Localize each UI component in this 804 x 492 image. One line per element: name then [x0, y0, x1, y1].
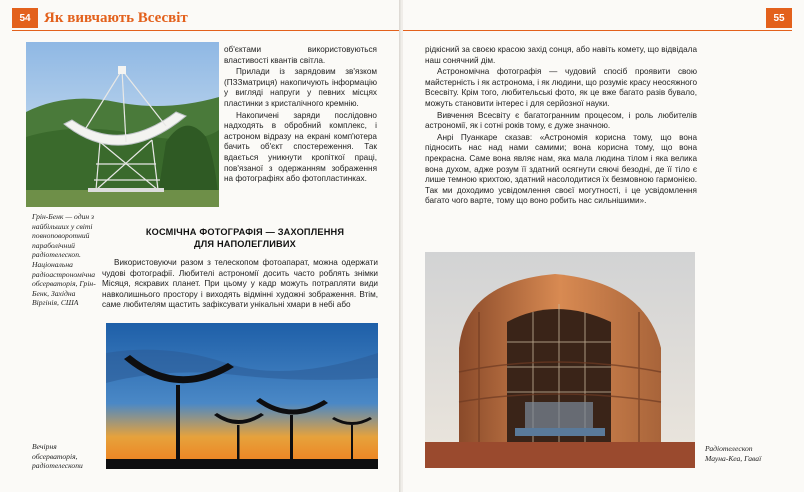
header-rule [12, 30, 401, 31]
paragraph: об'єктами використовуються властивості квантів світла. [224, 45, 377, 65]
page-number-left: 54 [12, 8, 38, 28]
evening-observatory-caption: Вечірня обсерваторія, радіотелескопи [32, 442, 83, 471]
left-top-text [224, 45, 377, 185]
paragraph: Вивчення Всесвіту є багатогранним процесом, і роль любителів астрономії, як і сотні років тому, є дуже значною. [425, 110, 697, 131]
paragraph: Анрі Пуанкаре сказав: «Астрономія корисна тому, що вона підносить нас над нами самими; вона корисна тому, що вона прекрасна. Саме вона являє нам, яка мала людина тілом і яка велика вона духом, адже розум її здатний осягнути сяючі безодні, де її тіло є лише темною крихтою, здатний насолодитися їх безмовною гармонією. Так ми доходимо усвідомлення своєї могутності, і це усвідомлення багато чого варте, тому що воно робить нас сильнішими». [425, 132, 697, 206]
mauna-kea-dome-photo [425, 252, 695, 468]
paragraph: Прилади із зарядовим зв'язком (ПЗЗматриця) накопичують інформацію у вигляді напруги у певних місцях пластинки з кристалічного кремнію. [224, 67, 377, 108]
paragraph: Використовуючи разом з телескопом фотоапарат, можна одержати чудові фотографії. Любителі астрономії досить часто роблять знімки Місяця, яскравих планет. При цьому у кадр можуть потрапляти види навколишнього простору і виходять відмінні художні зображення. Втім, саме любителям щастить зафіксувати унікальні хмари в небі або [102, 258, 378, 310]
left-bottom-text [102, 258, 378, 311]
paragraph: рідкісний за своєю красою захід сонця, або навіть комету, що відвідала наш сонячний дім. [425, 45, 697, 65]
right-page [403, 0, 804, 492]
mauna-kea-caption: Радіотелескоп Мауна-Кеа, Гаваї [705, 444, 762, 463]
evening-radio-telescopes-photo [106, 323, 378, 469]
right-text [425, 45, 697, 207]
green-bank-telescope-photo [26, 42, 219, 207]
left-page [0, 0, 401, 492]
paragraph: Накопичені заряди послідовно надходять в обробний комплекс, і астроном відразу на екрані комп'ютера бачить об'єкт спостереження. Так вдається уникнути кропіткої праці, пов'язаної з одержанням зображення на фотографіях або фотопластинках. [224, 110, 377, 184]
green-bank-caption: Грін-Бенк — один з найбільших у світі повноповоротний параболічний радіотелескоп. Національна радіоастрономічна обсерваторія, Грін-Бенк, Західна Віргінія, США [32, 212, 96, 308]
running-title: Як вивчають Всесвіт [44, 10, 188, 26]
page-number-right: 55 [766, 8, 792, 28]
section-heading: КОСМІЧНА ФОТОГРАФІЯ — ЗАХОПЛЕННЯ ДЛЯ НАПОЛЕГЛИВИХ [145, 227, 345, 249]
paragraph: Астрономічна фотографія — чудовий спосіб проявити свою майстерність і як астронома, і як людини, що розуміє красу неосяжного Всесвіту. Крім того, любительські фото, як це вже багато разів бувало, можуть становити інтерес і для серйозної науки. [425, 67, 697, 108]
header-rule [403, 30, 792, 31]
